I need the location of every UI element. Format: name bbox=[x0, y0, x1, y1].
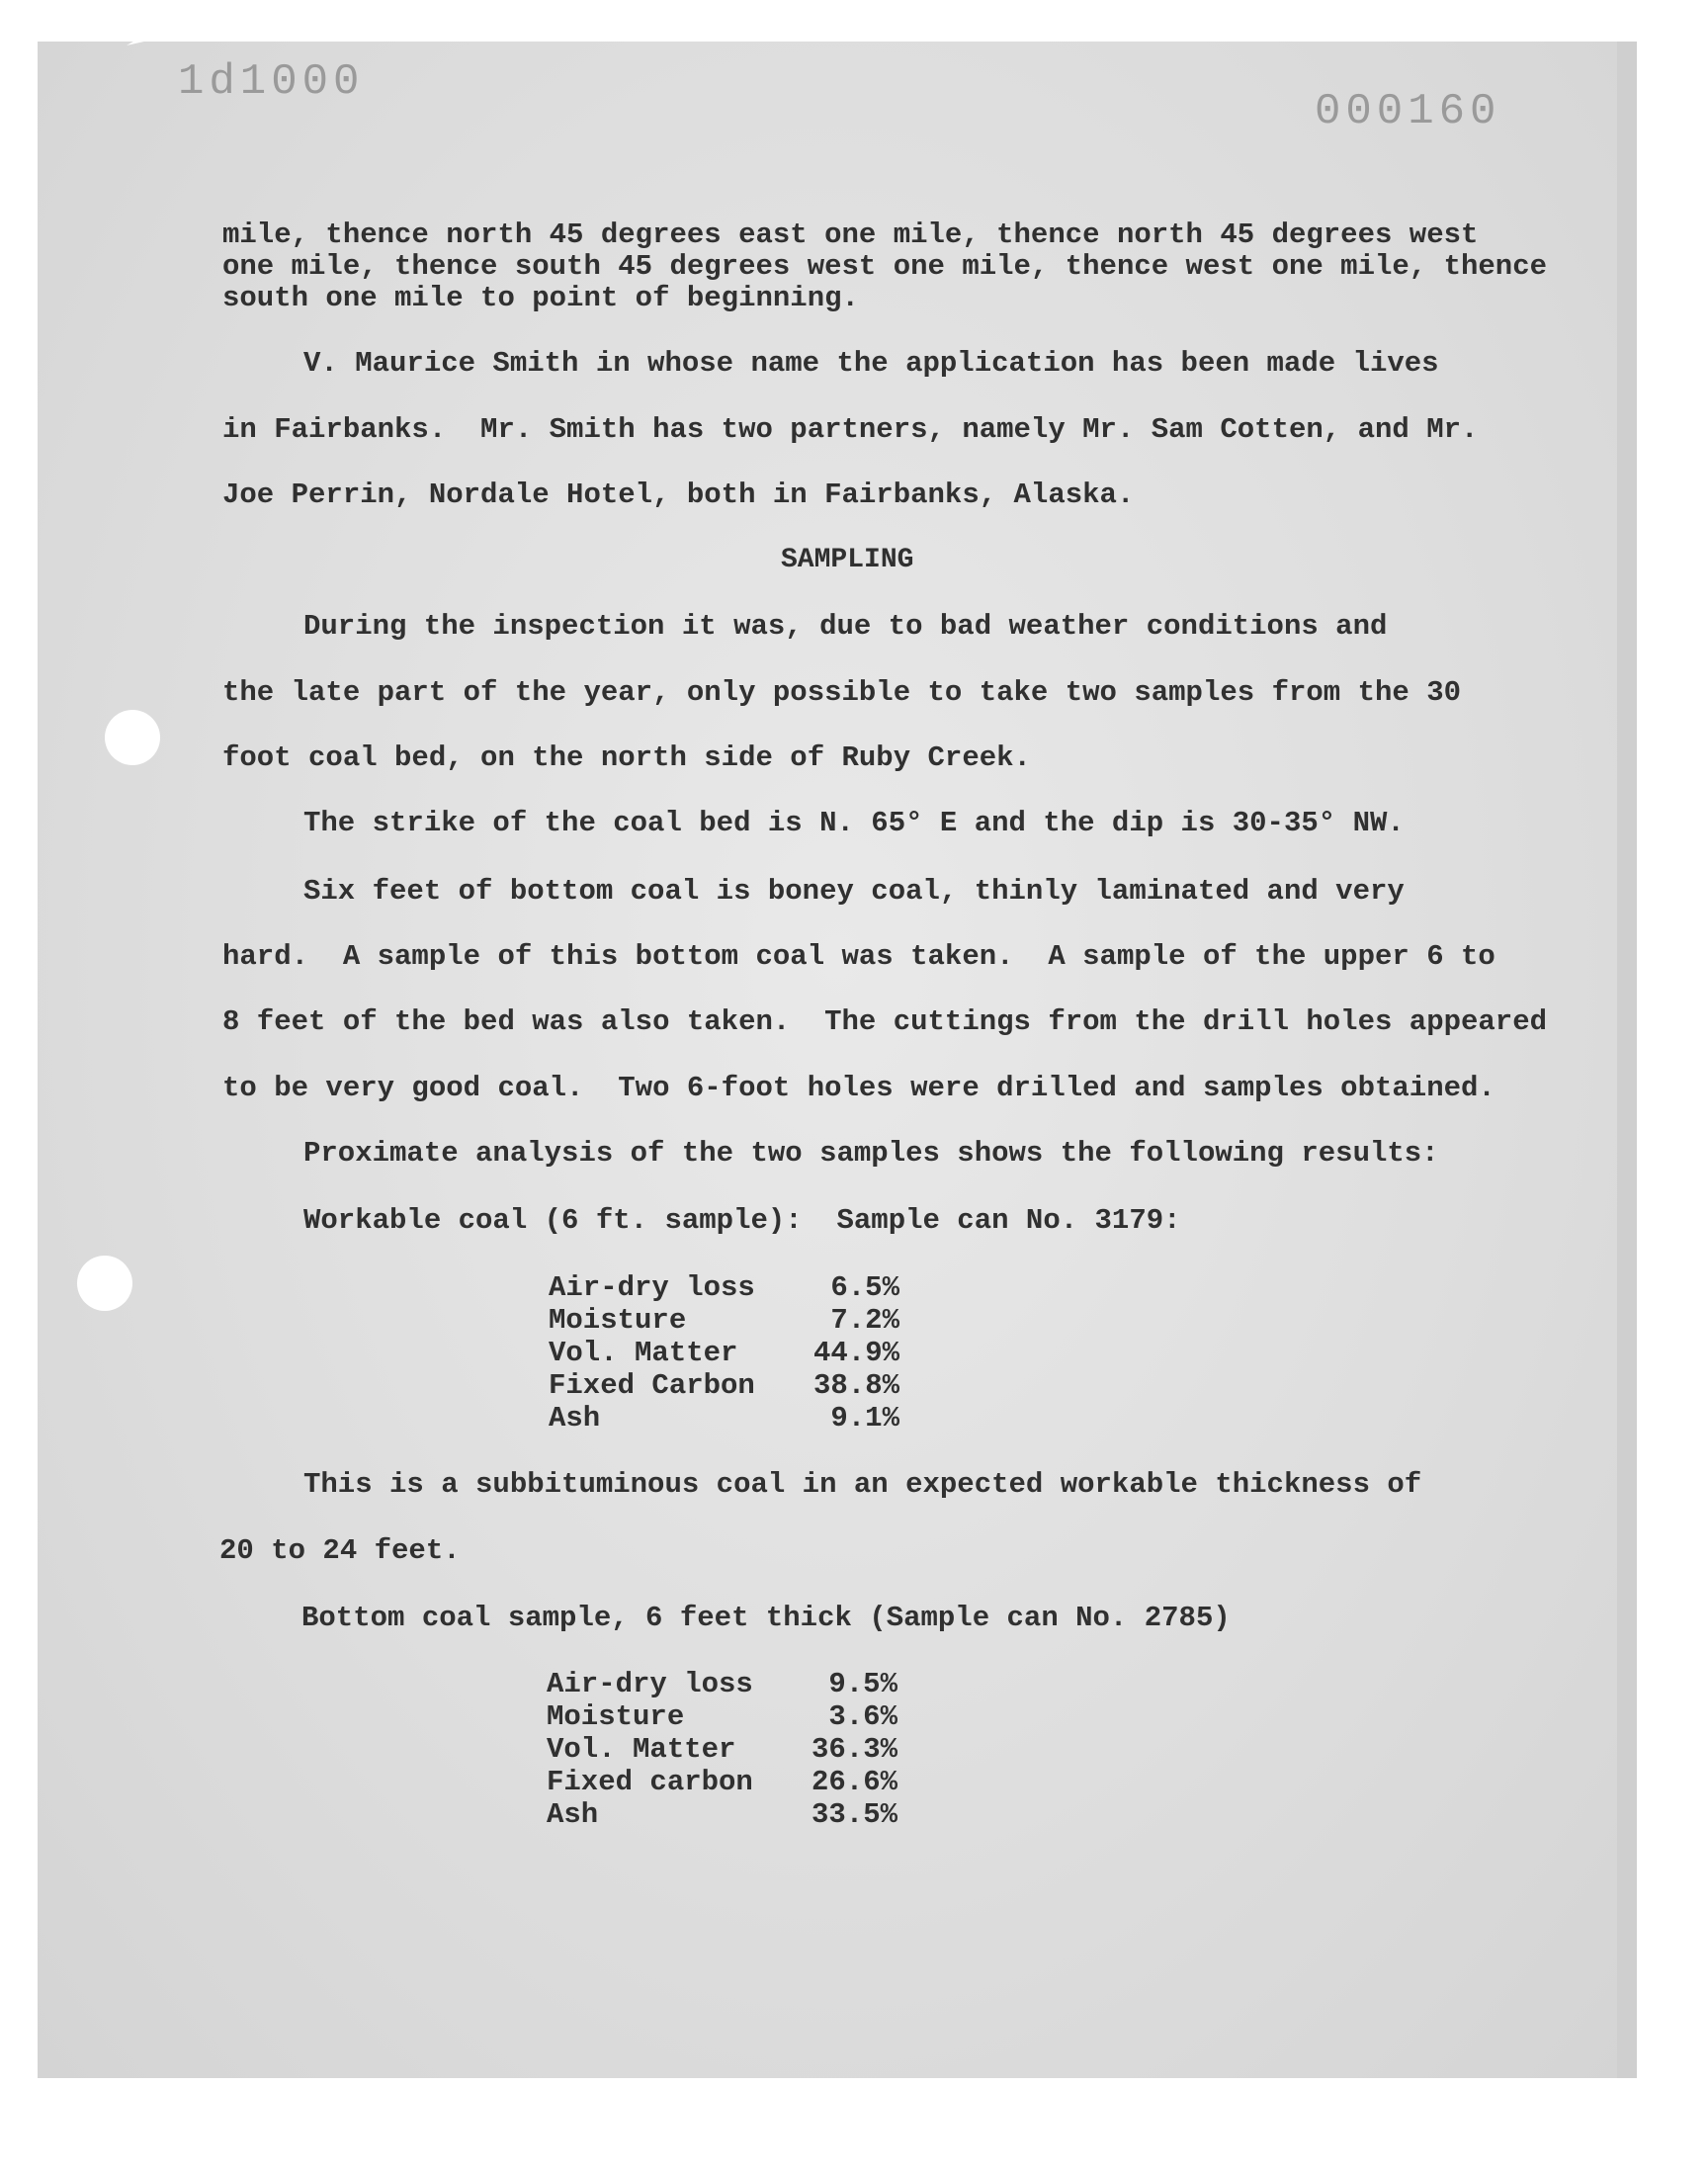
stamp-number-right: 000160 bbox=[1315, 87, 1501, 136]
paragraph-applicant-line-3: Joe Perrin, Nordale Hotel, both in Fairbanks, Alaska. bbox=[222, 478, 1135, 511]
analysis-table-bottom-coal bbox=[547, 1668, 897, 1831]
paragraph-inspection-line-2: the late part of the year, only possible to take two samples from the 30 bbox=[222, 676, 1462, 709]
analysis-value: 9.5% bbox=[828, 1668, 897, 1700]
analysis-label: Ash bbox=[547, 1798, 599, 1831]
analysis-value: 44.9% bbox=[812, 1337, 899, 1369]
section-heading-sampling: SAMPLING bbox=[781, 545, 914, 575]
paragraph-bottom-coal-line-4: to be very good coal. Two 6-foot holes were drilled and samples obtained. bbox=[222, 1072, 1495, 1104]
analysis-row bbox=[547, 1766, 897, 1798]
analysis-row bbox=[549, 1402, 899, 1435]
paragraph-proximate-analysis: Proximate analysis of the two samples shows the following results: bbox=[303, 1137, 1439, 1170]
analysis-label: Air-dry loss bbox=[549, 1271, 755, 1304]
analysis-label: Ash bbox=[549, 1402, 601, 1435]
analysis-value: 7.2% bbox=[830, 1304, 899, 1337]
analysis-value: 36.3% bbox=[811, 1733, 897, 1766]
analysis-row bbox=[549, 1337, 899, 1369]
analysis-value: 26.6% bbox=[811, 1766, 897, 1798]
analysis-label: Moisture bbox=[549, 1304, 687, 1337]
paragraph-applicant-line-2: in Fairbanks. Mr. Smith has two partners, namely Mr. Sam Cotten, and Mr. bbox=[222, 413, 1479, 446]
analysis-row bbox=[547, 1668, 897, 1700]
page-edge-shadow bbox=[1617, 42, 1637, 2078]
analysis-label: Vol. Matter bbox=[549, 1337, 738, 1369]
paragraph-inspection-line-3: foot coal bed, on the north side of Ruby Creek. bbox=[222, 741, 1031, 774]
analysis-row bbox=[549, 1369, 899, 1402]
analysis-value: 38.8% bbox=[812, 1369, 899, 1402]
paragraph-bottom-coal-sample: Bottom coal sample, 6 feet thick (Sample can No. 2785) bbox=[301, 1602, 1231, 1634]
analysis-row bbox=[547, 1700, 897, 1733]
stamp-number-left: 1d1000 bbox=[178, 57, 365, 107]
analysis-row bbox=[547, 1733, 897, 1766]
paragraph-boundary-line-3: south one mile to point of beginning. bbox=[222, 282, 859, 314]
analysis-value: 3.6% bbox=[828, 1700, 897, 1733]
analysis-label: Air-dry loss bbox=[547, 1668, 753, 1700]
paragraph-workable-coal-sample: Workable coal (6 ft. sample): Sample can No. 3179: bbox=[303, 1204, 1181, 1237]
paragraph-strike-dip: The strike of the coal bed is N. 65° E and the dip is 30-35° NW. bbox=[303, 807, 1405, 839]
analysis-row bbox=[549, 1271, 899, 1304]
analysis-row bbox=[547, 1798, 897, 1831]
punch-hole-upper bbox=[105, 710, 160, 765]
paragraph-subbituminous-line-2: 20 to 24 feet. bbox=[219, 1534, 461, 1567]
analysis-table-workable bbox=[549, 1271, 899, 1435]
analysis-label: Fixed carbon bbox=[547, 1766, 753, 1798]
analysis-label: Moisture bbox=[547, 1700, 685, 1733]
analysis-label: Vol. Matter bbox=[547, 1733, 736, 1766]
analysis-value: 9.1% bbox=[830, 1402, 899, 1435]
analysis-label: Fixed Carbon bbox=[549, 1369, 755, 1402]
analysis-value: 33.5% bbox=[811, 1798, 897, 1831]
paragraph-boundary-line-2: one mile, thence south 45 degrees west one mile, thence west one mile, thence bbox=[222, 250, 1548, 283]
analysis-row bbox=[549, 1304, 899, 1337]
punch-hole-lower bbox=[77, 1256, 132, 1311]
paragraph-bottom-coal-line-3: 8 feet of the bed was also taken. The cuttings from the drill holes appeared bbox=[222, 1005, 1548, 1038]
paragraph-inspection-line-1: During the inspection it was, due to bad weather conditions and bbox=[303, 610, 1388, 643]
analysis-value: 6.5% bbox=[830, 1271, 899, 1304]
paragraph-boundary-line-1: mile, thence north 45 degrees east one mile, thence north 45 degrees west bbox=[222, 218, 1479, 251]
paragraph-applicant-line-1: V. Maurice Smith in whose name the application has been made lives bbox=[303, 347, 1439, 380]
paragraph-bottom-coal-line-1: Six feet of bottom coal is boney coal, thinly laminated and very bbox=[303, 875, 1405, 908]
paragraph-subbituminous-line-1: This is a subbituminous coal in an expected workable thickness of bbox=[303, 1468, 1422, 1501]
paragraph-bottom-coal-line-2: hard. A sample of this bottom coal was taken. A sample of the upper 6 to bbox=[222, 940, 1495, 973]
corner-fold-mark bbox=[127, 12, 188, 51]
